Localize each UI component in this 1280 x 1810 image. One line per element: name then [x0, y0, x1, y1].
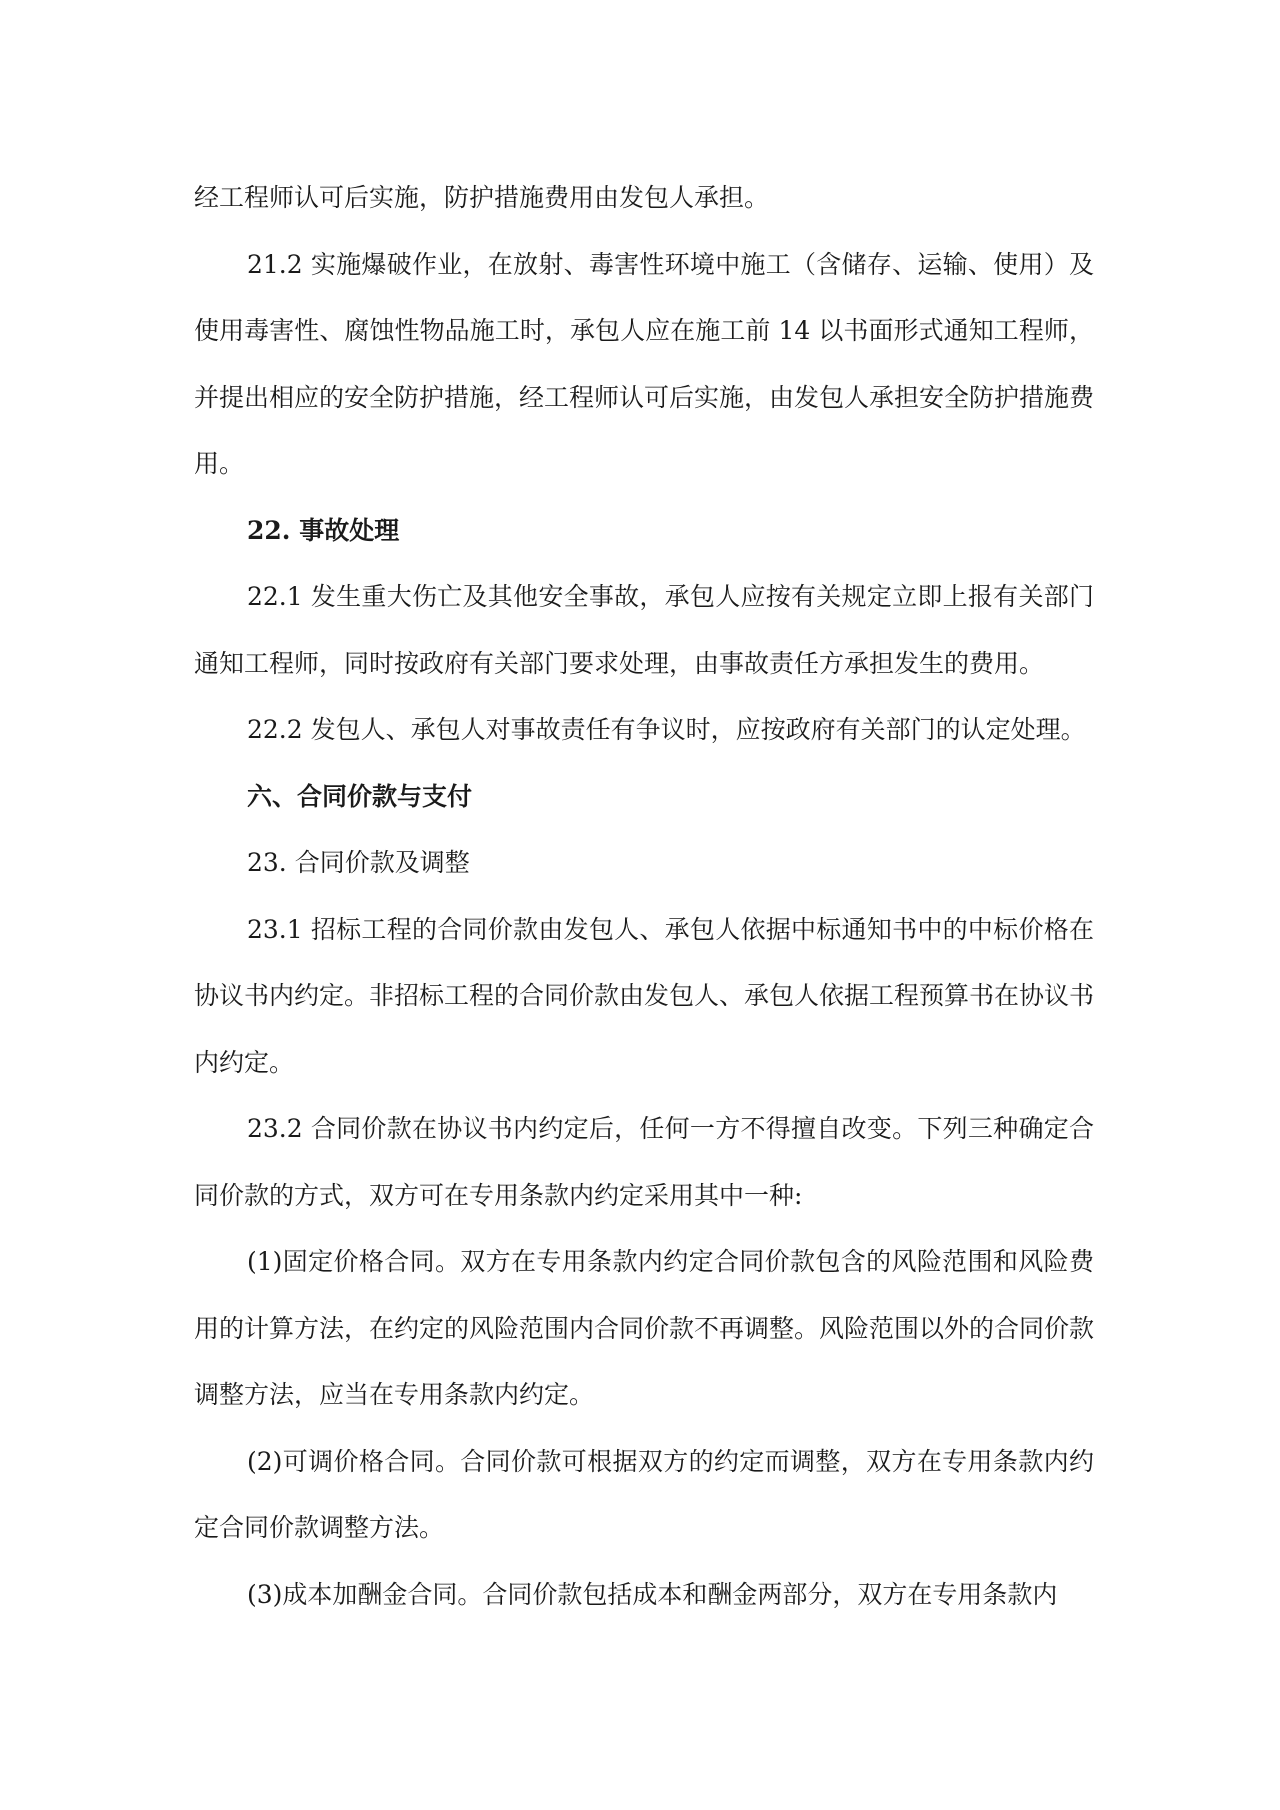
paragraph-22-1: 22.1 发生重大伤亡及其他安全事故，承包人应按有关规定立即上报有关部门通知工程师，同时按政府有关部门要求处理，由事故责任方承担发生的费用。: [194, 582, 1094, 678]
paragraph-23-2: 23.2 合同价款在协议书内约定后，任何一方不得擅自改变。下列三种确定合同价款的方式，双方可在专用条款内约定采用其中一种:: [194, 1114, 1094, 1210]
document-body: [194, 165, 1094, 1628]
paragraph-item-3: (3)成本加酬金合同。合同价款包括成本和酬金两部分，双方在专用条款内: [247, 1579, 1058, 1609]
section-heading-23: 23. 合同价款及调整: [247, 848, 470, 877]
paragraph-23-1: 23.1 招标工程的合同价款由发包人、承包人依据中标通知书中的中标价格在协议书内约定。非招标工程的合同价款由发包人、承包人依据工程预算书在协议书内约定。: [194, 914, 1095, 1077]
chapter-heading-6: 六、合同价款与支付: [247, 781, 473, 811]
paragraph-21-2: 21.2 实施爆破作业，在放射、毒害性环境中施工（含储存、运输、使用）及使用毒害性、腐蚀性物品施工时，承包人应在施工前 14 以书面形式通知工程师，并提出相应的安全防护措施，经工程师认可后实施，由发包人承担安全防护措施费用。: [194, 249, 1095, 478]
paragraph-item-2: (2)可调价格合同。合同价款可根据双方的约定而调整，双方在专用条款内约定合同价款调整方法。: [194, 1446, 1094, 1542]
paragraph-continuation: 经工程师认可后实施，防护措施费用由发包人承担。: [194, 183, 770, 212]
paragraph-item-1: (1)固定价格合同。双方在专用条款内约定合同价款包含的风险范围和风险费用的计算方法，在约定的风险范围内合同价款不再调整。风险范围以外的合同价款调整方法，应当在专用条款内约定。: [194, 1247, 1095, 1409]
section-heading-22: 22. 事故处理: [247, 515, 400, 545]
paragraph-22-2: 22.2 发包人、承包人对事故责任有争议时，应按政府有关部门的认定处理。: [247, 715, 1086, 744]
